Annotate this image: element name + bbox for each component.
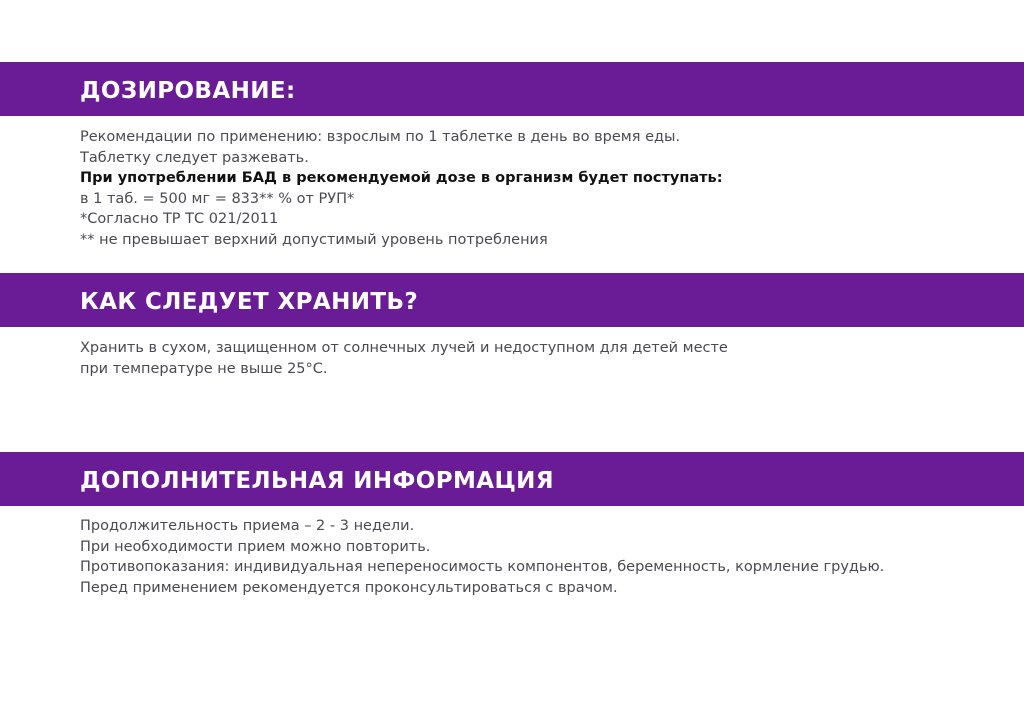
dosage-line-recommendation: Рекомендации по применению: взрослым по 1 таблетке в день во время еды. [80,129,681,145]
dosage-line-footnote-limit: ** не превышает верхний допустимый уровень потребления [80,231,548,248]
section-header-storage [0,273,1024,327]
info-line-repeat: При необходимости прием можно повторить. [80,538,431,555]
section-header-additional-info [0,452,1024,506]
info-line-duration: Продолжительность приема – 2 - 3 недели. [80,518,415,534]
section-title-dosage: ДОЗИРОВАНИЕ: [80,78,296,104]
section-body-dosage [80,127,980,250]
storage-line-conditions: Хранить в сухом, защищенном от солнечных лучей и недоступном для детей месте [80,340,728,356]
info-line-consult-doctor: Перед применением рекомендуется проконсультироваться с врачом. [80,579,618,596]
section-body-storage [80,338,980,379]
dosage-line-intake-heading: При употреблении БАД в рекомендуемой дозе в организм будет поступать: [80,170,723,186]
dosage-line-amount: в 1 таб. = 500 мг = 833** % от РУП* [80,190,355,207]
section-header-dosage [0,62,1024,116]
section-body-additional-info [80,516,980,598]
info-line-contraindications: Противопоказания: индивидуальная непереносимость компонентов, беременность, кормление грудью. [80,559,885,575]
dosage-line-footnote-regulation: *Согласно ТР ТС 021/2011 [80,211,279,227]
section-title-storage: КАК СЛЕДУЕТ ХРАНИТЬ? [80,289,419,315]
section-title-additional-info: ДОПОЛНИТЕЛЬНАЯ ИНФОРМАЦИЯ [80,468,554,494]
dosage-line-chew: Таблетку следует разжевать. [80,149,309,166]
storage-line-temperature: при температуре не выше 25°С. [80,360,328,377]
